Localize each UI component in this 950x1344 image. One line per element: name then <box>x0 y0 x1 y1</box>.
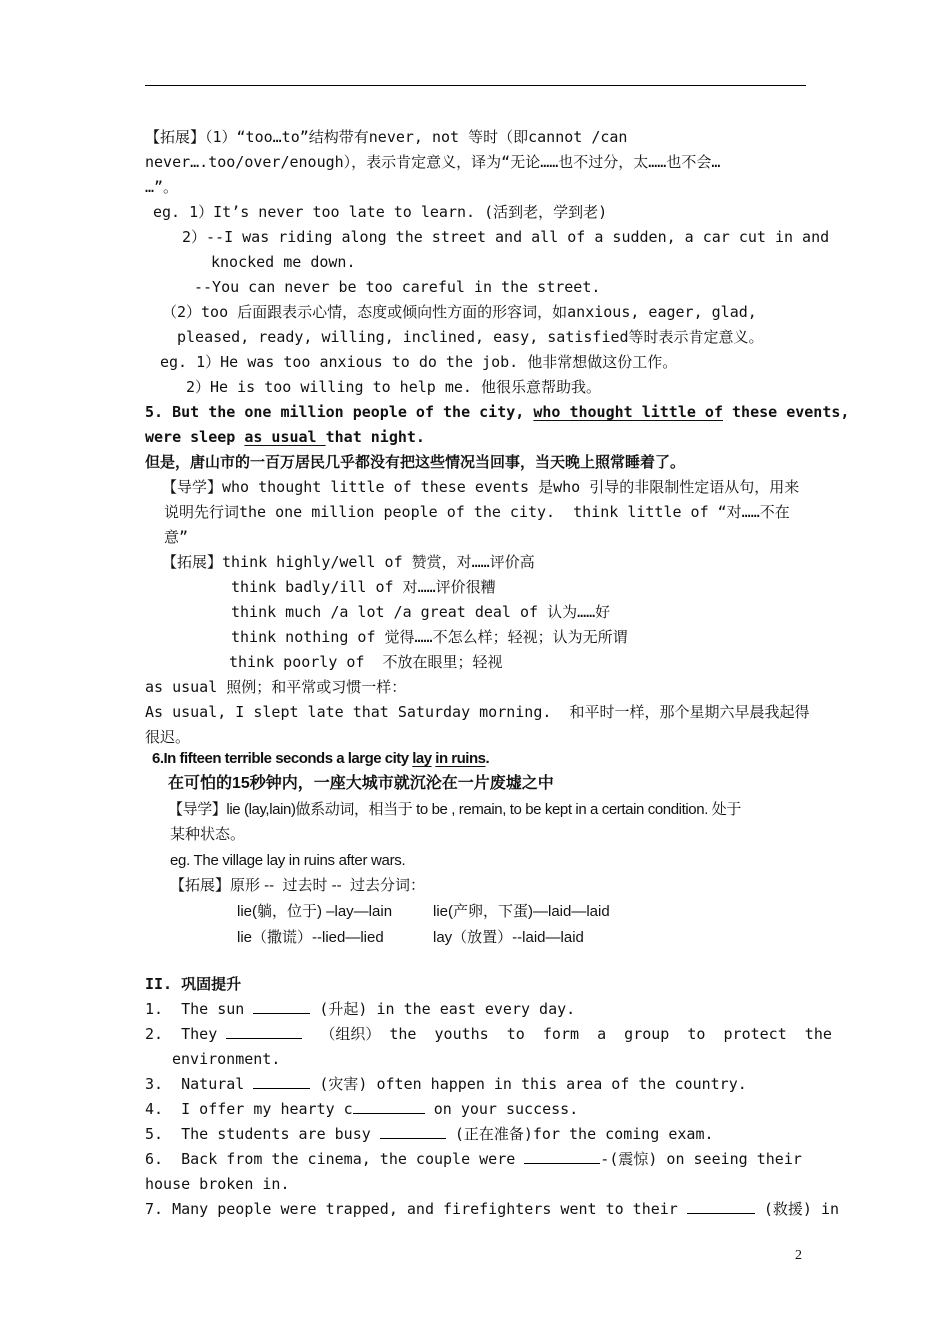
item5-text: that night. <box>325 428 425 446</box>
as-usual-definition: as usual 照例；和平常或习惯一样： <box>145 678 407 696</box>
answer-blank[interactable] <box>226 1024 302 1039</box>
question-text: 2. They <box>145 1025 227 1043</box>
item6-guide-line-1: 【导学】lie (lay,lain)做系动词，相当于 to be , remain, to be kept in a certain condition. 处于 <box>168 801 741 818</box>
question-text: （组织） the youths to form a group to protect the <box>302 1025 832 1043</box>
item5-extension-2: think badly/ill of 对……评价很糟 <box>231 578 496 596</box>
item5-text: these events, <box>722 403 850 421</box>
item5-text: were sleep <box>145 428 245 446</box>
item6-key-word: lay <box>412 750 432 767</box>
ext-note-2-cont: pleased, ready, willing, inclined, easy, satisfied等时表示肯定意义。 <box>177 328 764 346</box>
question-text: 3. Natural <box>145 1075 254 1093</box>
question-5 <box>145 1122 714 1147</box>
as-usual-example: As usual, I slept late that Saturday morning. 和平时一样，那个星期六早晨我起得 <box>145 703 810 721</box>
answer-blank[interactable] <box>253 1074 310 1089</box>
verb-forms-lie-lay: lie(产卵，下蛋)—laid—laid <box>433 903 610 920</box>
example-4: 2）He is too willing to help me. 他很乐意帮助我。 <box>186 378 601 396</box>
item6-key-phrase: in ruins <box>435 750 486 767</box>
answer-blank[interactable] <box>353 1099 425 1114</box>
item5-key-phrase: as usual <box>244 428 326 446</box>
question-3 <box>145 1072 747 1097</box>
example-3: eg. 1）He was too anxious to do the job. 他非常想做这份工作。 <box>160 353 678 371</box>
question-2-cont: environment. <box>172 1050 281 1068</box>
item6-text: 6.In fifteen terrible seconds a large city <box>152 750 413 767</box>
question-text: (灾害) often happen in this area of the country. <box>310 1075 747 1093</box>
question-1 <box>145 997 575 1022</box>
example-2-reply: --You can never be too careful in the street. <box>194 278 601 296</box>
item5-extension-4: think nothing of 觉得……不怎么样；轻视；认为无所谓 <box>231 628 628 646</box>
as-usual-example-cont: 很迟。 <box>145 728 191 746</box>
question-text: (正在准备)for the coming exam. <box>445 1125 714 1143</box>
item5-guide-line-3: 意” <box>164 528 189 546</box>
example-1: eg. 1）It’s never too late to learn. (活到老，学到老) <box>153 203 608 221</box>
item6-sentence <box>152 746 489 772</box>
verb-forms-lay-laid: lay（放置）--laid—laid <box>433 929 584 946</box>
question-text: -(震惊) on seeing their <box>600 1150 802 1168</box>
page-number: 2 <box>795 1248 802 1263</box>
verb-forms-lie-lie: lie(躺，位于) –lay—lain <box>237 903 393 920</box>
question-6 <box>145 1147 802 1172</box>
question-2 <box>145 1022 832 1047</box>
item6-extension: 【拓展】原形 -- 过去时 -- 过去分词： <box>170 877 425 894</box>
item6-text: . <box>485 750 490 767</box>
item6-example: eg. The village lay in ruins after wars. <box>170 852 406 869</box>
question-text: 4. I offer my hearty c <box>145 1100 353 1118</box>
ext-note-line-1: 【拓展】（1）“too…to”结构带有never, not 等时（即cannot /can <box>145 128 628 146</box>
item5-sentence-line-2 <box>145 425 425 450</box>
ext-note-2: （2）too 后面跟表示心情，态度或倾向性方面的形容词，如anxious, eager, glad, <box>162 303 757 321</box>
question-7 <box>145 1197 839 1222</box>
question-text: 7. Many people were trapped, and firefighters went to their <box>145 1200 687 1218</box>
answer-blank[interactable] <box>524 1149 600 1164</box>
ext-note-line-3: …”。 <box>145 178 179 196</box>
question-text: (升起) in the east every day. <box>310 1000 576 1018</box>
item5-sentence-line-1 <box>145 400 849 425</box>
item5-key-phrase: who thought little of <box>533 403 723 421</box>
question-text: (救援) in <box>754 1200 840 1218</box>
answer-blank[interactable] <box>380 1124 446 1139</box>
question-text: on your success. <box>424 1100 579 1118</box>
item5-translation: 但是，唐山市的一百万居民几乎都没有把这些情况当回事，当天晚上照常睡着了。 <box>145 453 686 471</box>
question-text: 6. Back from the cinema, the couple were <box>145 1150 525 1168</box>
item5-extension-5: think poorly of 不放在眼里；轻视 <box>229 653 503 671</box>
item6-translation: 在可怕的15秒钟内，一座大城市就沉沦在一片废墟之中 <box>168 775 554 792</box>
item5-guide-line-2: 说明先行词the one million people of the city. think little of “对……不在 <box>164 503 790 521</box>
item6-guide-line-2: 某种状态。 <box>170 826 246 843</box>
header-rule <box>145 85 806 86</box>
ext-note-line-2: never….too/over/enough），表示肯定意义，译为“无论……也不过分，太……也不会… <box>145 153 721 171</box>
example-2: 2）--I was riding along the street and all of a sudden, a car cut in and <box>182 228 830 246</box>
section-title: II. 巩固提升 <box>145 975 242 993</box>
verb-forms-lie-lied: lie（撒谎）--lied—lied <box>237 929 384 946</box>
item5-extension-3: think much /a lot /a great deal of 认为……好 <box>231 603 611 621</box>
item5-text: 5. But the one million people of the city, <box>145 403 534 421</box>
question-text: 5. The students are busy <box>145 1125 380 1143</box>
answer-blank[interactable] <box>253 999 310 1014</box>
question-text: 1. The sun <box>145 1000 254 1018</box>
item5-extension-1: 【拓展】think highly/well of 赞赏，对……评价高 <box>162 553 535 571</box>
answer-blank[interactable] <box>687 1199 755 1214</box>
question-6-cont: house broken in. <box>145 1175 290 1193</box>
item5-guide-line-1: 【导学】who thought little of these events 是who 引导的非限制性定语从句，用来 <box>162 478 800 496</box>
question-4 <box>145 1097 578 1122</box>
example-2-cont: knocked me down. <box>211 253 356 271</box>
